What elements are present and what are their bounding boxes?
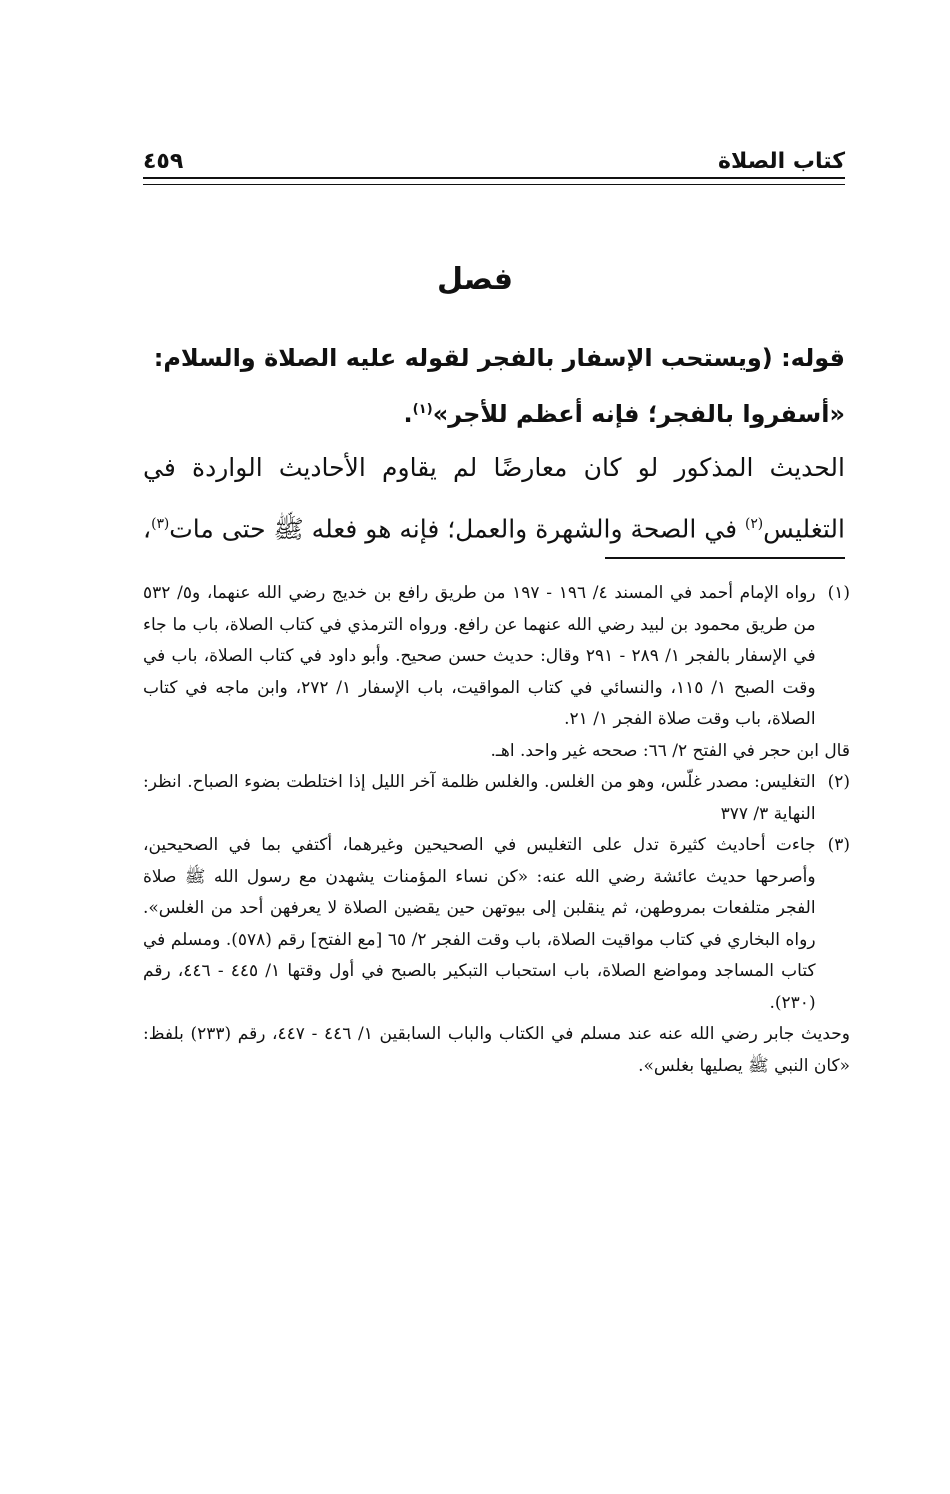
chapter-title: كتاب الصلاة [718,149,845,174]
footnote-3 [143,830,850,1019]
quote-end: . [403,400,413,428]
footnote-text: جاءت أحاديث كثيرة تدل على التغليس في الصحيحين وغيرهما، أكتفي بما في الصحيحين، وأصرحها حديث عائشة رضي الله عنه: «كن نساء المؤمنات يشهدن مع رسول الله ﷺ صلاة الفجر متلفعات بمروطهن، ثم ينقلبن إلى بيوتهن حين يقضين الصلاة لا يعرفهن أحد من الغلس». رواه البخاري في كتاب مواقيت الصلاة، باب وقت الفجر ٢/ ٦٥ [مع الفتح] رقم (٥٧٨). ومسلم في كتاب المساجد ومواضع الصلاة، باب استحباب التبكير بالصبح في أول وقتها ١/ ٤٤٥ - ٤٤٦، رقم (٢٣٠). [143,835,816,1013]
header-rule [143,177,845,185]
footnote-number: (٣) [827,835,850,855]
body-part-3: ، [143,514,152,544]
footnote-ref-1: (١) [412,402,433,417]
body-part-2: في الصحة والشهرة والعمل؛ فإنه هو فعله ﷺ حتى مات [169,514,745,544]
footnote-1-continuation: قال ابن حجر في الفتح ٢/ ٦٦: صححه غير واحد. اهـ. [490,740,850,761]
page-number: ٤٥٩ [143,149,184,174]
footnote-number: (١) [827,583,850,603]
footnote-text: التغليس: مصدر غلّس، وهو من الغلس. والغلس ظلمة آخر الليل إذا اختلطت بضوء الصباح. انظر: النهاية ٣/ ٣٧٧ [143,772,816,824]
footnote-separator [605,557,845,559]
hadith-quote: «أسفروا بالفجر؛ فإنه أعظم للأجر» [432,400,845,428]
quoted-text [143,332,845,440]
footnote-ref-2: (٢) [744,516,764,532]
quote-line-1: قوله: (ويستحب الإسفار بالفجر لقوله عليه الصلاة والسلام: [153,344,845,372]
quote-line-2 [143,384,845,440]
footnote-3-continuation: وحديث جابر رضي الله عنه عند مسلم في الكتاب والباب السابقين ١/ ٤٤٦ - ٤٤٧، رقم (٢٣٣) بلفظ: «كان النبي ﷺ يصليها بغلس». [143,1024,851,1076]
body-part-1: الحديث المذكور لو كان معارضًا لم يقاوم الأحاديث الواردة في التغليس [143,453,845,544]
footnote-1 [143,578,850,736]
section-title: فصل [437,262,513,297]
footnotes [143,578,850,1082]
footnote-ref-3: (٣) [151,516,170,532]
footnote-text: رواه الإمام أحمد في المسند ٤/ ١٩٦ - ١٩٧ من طريق رافع بن خديج رضي الله عنهما، و٥/ ٥٣٢ من طريق محمود بن لبيد رضي الله عنهما عن رافع. ورواه الترمذي في كتاب الصلاة، باب ما جاء في الإسفار بالفجر ١/ ٢٨٩ - ٢٩١ وقال: حديث حسن صحيح. وأبو داود في كتاب الصلاة، باب في وقت الصبح ١/ ١١٥، والنسائي في كتاب المواقيت، باب الإسفار ١/ ٢٧٢، وابن ماجه في كتاب الصلاة، باب وقت صلاة الفجر ١/ ٢١. [143,583,816,729]
footnote-2 [143,767,850,830]
footnote-number: (٢) [827,772,850,792]
body-paragraph [143,440,845,557]
running-header [143,138,845,174]
